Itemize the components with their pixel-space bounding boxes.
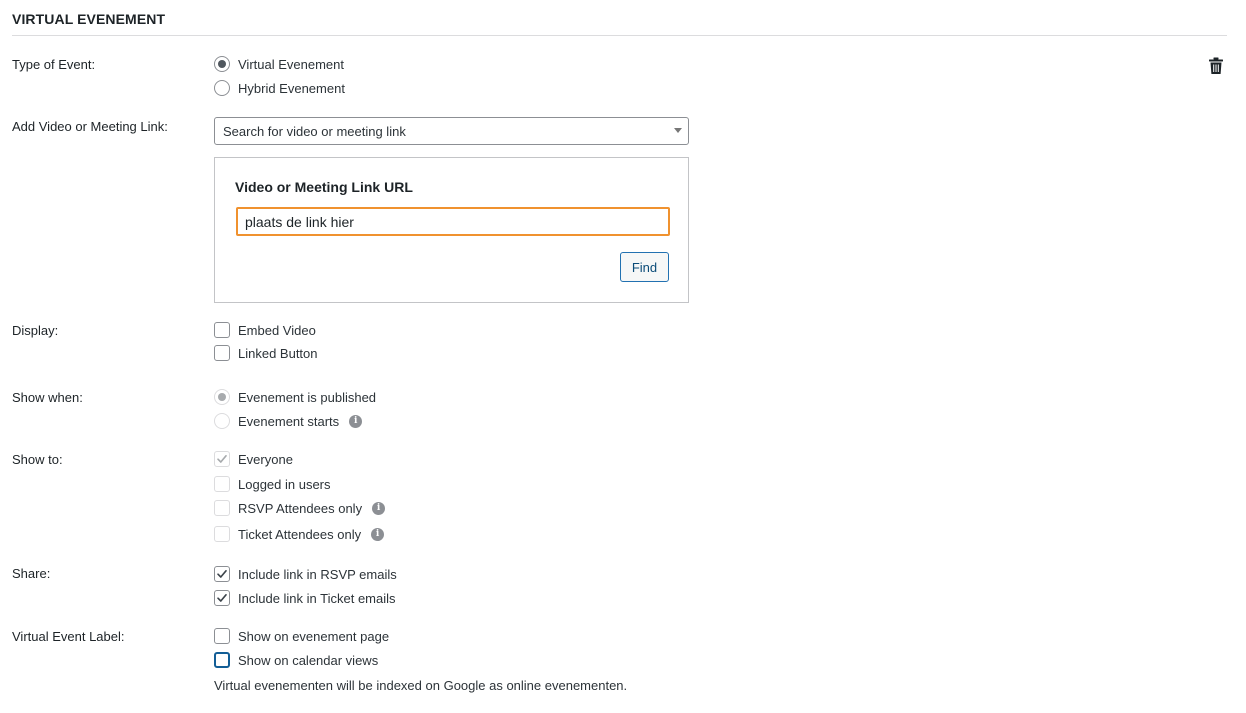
checkbox-show-on-calendar[interactable]	[214, 651, 378, 669]
checkbox[interactable]	[214, 652, 230, 668]
checkbox[interactable]	[214, 500, 230, 516]
radio-label: Evenement is published	[238, 389, 377, 405]
checkbox-ticket-emails[interactable]	[214, 589, 396, 607]
radio-label: Evenement starts	[238, 413, 340, 429]
radio-button[interactable]	[214, 389, 230, 405]
checkbox-rsvp-emails[interactable]	[214, 565, 397, 583]
info-icon[interactable]: i	[371, 528, 384, 541]
show-to-label: Show to:	[12, 452, 63, 467]
caret-down-icon	[674, 128, 682, 133]
radio-evenement-published[interactable]	[214, 388, 376, 406]
checkbox-label: Include link in RSVP emails	[238, 566, 397, 582]
checkbox-rsvp-attendees[interactable]	[214, 499, 385, 517]
type-of-event-label: Type of Event:	[12, 57, 96, 72]
checkbox-show-on-page[interactable]	[214, 627, 389, 645]
checkbox-label: RSVP Attendees only	[238, 500, 363, 516]
checkbox-label: Ticket Attendees only	[238, 526, 362, 542]
checkbox-label: Show on calendar views	[238, 652, 379, 668]
trash-icon[interactable]	[1208, 57, 1224, 75]
checkbox-embed-video[interactable]	[214, 321, 316, 339]
checkbox[interactable]	[214, 451, 230, 467]
info-icon[interactable]: i	[372, 502, 385, 515]
checkbox[interactable]	[214, 590, 230, 606]
checkbox-label: Show on evenement page	[238, 628, 390, 644]
checkbox-label: Embed Video	[238, 322, 316, 338]
add-link-label: Add Video or Meeting Link:	[12, 119, 168, 134]
indexing-note: Virtual evenementen will be indexed on Google as online evenementen.	[214, 678, 628, 693]
radio-virtual-evenement[interactable]	[214, 55, 344, 73]
link-url-panel	[214, 157, 689, 303]
checkbox-linked-button[interactable]	[214, 344, 318, 362]
select-value: Search for video or meeting link	[223, 123, 406, 139]
section-title: VIRTUAL EVENEMENT	[12, 11, 166, 27]
event-label-label: Virtual Event Label:	[12, 629, 125, 644]
link-url-input[interactable]	[236, 207, 670, 236]
checkmark-icon	[216, 592, 228, 604]
radio-button[interactable]	[214, 56, 230, 72]
checkbox-label: Everyone	[238, 451, 293, 467]
display-label: Display:	[12, 323, 59, 338]
checkbox-label: Include link in Ticket emails	[238, 590, 396, 606]
info-icon[interactable]: i	[349, 415, 362, 428]
radio-evenement-starts[interactable]	[214, 412, 362, 430]
section-divider	[12, 35, 1227, 36]
radio-label: Virtual Evenement	[238, 56, 344, 72]
share-label: Share:	[12, 566, 51, 581]
video-link-select[interactable]	[214, 117, 689, 145]
panel-title: Video or Meeting Link URL	[235, 179, 413, 195]
checkbox[interactable]	[214, 476, 230, 492]
find-button[interactable]: Find	[620, 252, 669, 282]
radio-button[interactable]	[214, 80, 230, 96]
checkbox-everyone[interactable]	[214, 450, 293, 468]
checkbox[interactable]	[214, 628, 230, 644]
checkbox-ticket-attendees[interactable]	[214, 525, 384, 543]
checkbox[interactable]	[214, 345, 230, 361]
checkbox[interactable]	[214, 566, 230, 582]
show-when-label: Show when:	[12, 390, 83, 405]
radio-label: Hybrid Evenement	[238, 80, 345, 96]
checkmark-icon	[216, 453, 228, 465]
radio-button[interactable]	[214, 413, 230, 429]
checkbox-label: Linked Button	[238, 345, 318, 361]
checkmark-icon	[216, 568, 228, 580]
checkbox-logged-in-users[interactable]	[214, 475, 331, 493]
checkbox[interactable]	[214, 526, 230, 542]
radio-hybrid-evenement[interactable]	[214, 79, 345, 97]
checkbox-label: Logged in users	[238, 476, 331, 492]
checkbox[interactable]	[214, 322, 230, 338]
